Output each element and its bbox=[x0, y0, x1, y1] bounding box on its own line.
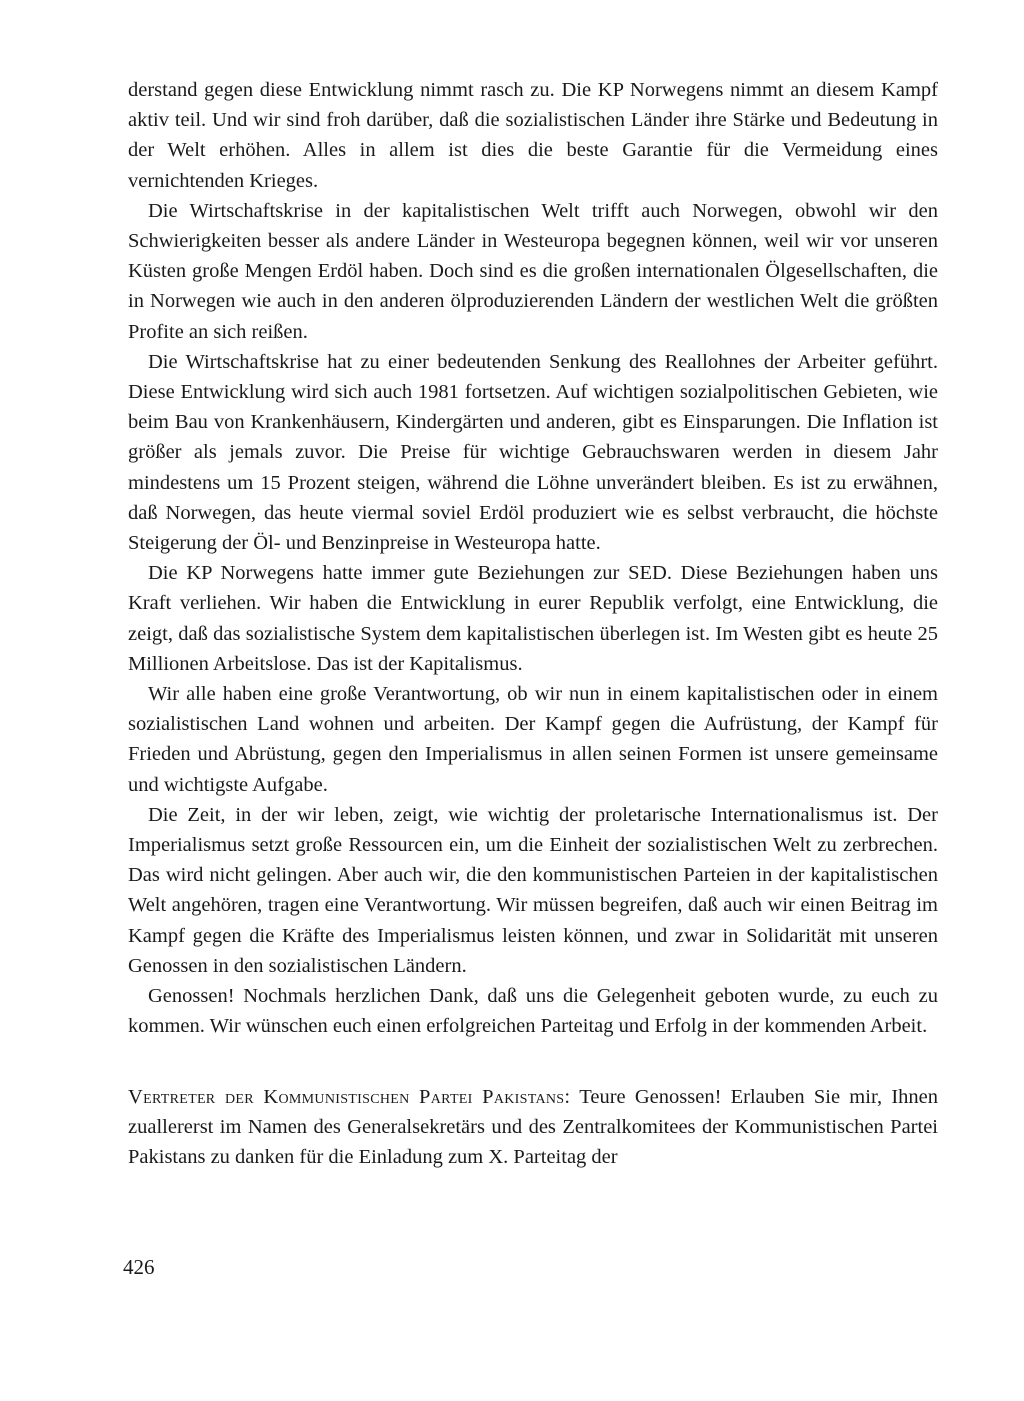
paragraph-responsibility: Wir alle haben eine große Verantwortung, ob wir nun in einem kapitalistischen oder in einem sozialistischen Land wohnen und arbeiten. Der Kampf gegen die Aufrüstung, der Kampf für Frieden und Abrüstung, gegen den Imperialismus in allen seinen Formen ist unsere gemeinsame und wichtigste Aufgabe. bbox=[128, 683, 938, 796]
page-number: 426 bbox=[123, 1255, 155, 1279]
paragraph-real-wages: Die Wirtschaftskrise hat zu einer bedeutenden Senkung des Reallohnes der Arbeiter geführt. Diese Entwicklung wird sich auch 1981 fortsetzen. Auf wichtigen sozialpolitischen Gebieten, wie beim Bau von Krankenhäusern, Kindergärten und anderen, gibt es Einsparungen. Die Inflation ist größer als jemals zuvor. Die Preise für wichtige Gebrauchswaren werden in diesem Jahr mindestens um 15 Prozent steigen, während die Löhne unverändert bleiben. Es ist zu erwähnen, daß Norwegen, das heute viermal soviel Erdöl produziert wie es selbst verbraucht, die höchste Steigerung der Öl- und Benzinpreise in Westeuropa hatte. bbox=[128, 350, 938, 555]
paragraph-internationalism: Die Zeit, in der wir leben, zeigt, wie wichtig der proletarische Internationalismus ist. Der Imperialismus setzt große Ressourcen ein, um die Einheit der sozialistischen Welt zu zerbrechen. Das wird nicht gelingen. Aber auch wir, die den kommunistischen Parteien in der kapitalistischen Welt angehören, tragen eine Verantwortung. Wir müssen begreifen, daß auch wir einen Beitrag im Kampf gegen die Kräfte des Imperialismus leisten können, und zwar in Solidarität mit unseren Genossen in den sozialistischen Ländern. bbox=[128, 803, 938, 977]
speech-text: Teure Genossen! Erlauben Sie mir, Ihnen zuallererst im Namen des Generalsekretärs und des Zentralkomitees der Kommunistischen Partei Pakistans zu danken für die Einladung zum X. Parteitag der bbox=[128, 1085, 938, 1168]
speaker-label: Vertreter der Kommunistischen Partei Pakistans: bbox=[128, 1085, 571, 1108]
paragraph-pakistan-speech bbox=[128, 1082, 938, 1173]
body-text bbox=[128, 75, 938, 1172]
paragraph-continuation: derstand gegen diese Entwicklung nimmt rasch zu. Die KP Norwegens nimmt an diesem Kampf aktiv teil. Und wir sind froh darüber, daß die sozialistischen Länder ihre Stärke und Bedeutung in der Welt erhöhen. Alles in allem ist dies die beste Garantie für die Vermeidung eines vernichtenden Krieges. bbox=[128, 79, 938, 192]
paragraph-thanks: Genossen! Nochmals herzlichen Dank, daß uns die Gelegenheit geboten wurde, zu euch zu kommen. Wir wünschen euch einen erfolgreichen Parteitag und Erfolg in der kommenden Arbeit. bbox=[128, 985, 938, 1038]
paragraph-sed-relations: Die KP Norwegens hatte immer gute Beziehungen zur SED. Diese Beziehungen haben uns Kraft verliehen. Wir haben die Entwicklung in eurer Republik verfolgt, eine Entwicklung, die zeigt, daß das sozialistische System dem kapitalistischen überlegen ist. Im Westen gibt es heute 25 Millionen Arbeitslose. Das ist der Kapitalismus. bbox=[128, 562, 938, 675]
paragraph-economic-crisis: Die Wirtschaftskrise in der kapitalistischen Welt trifft auch Norwegen, obwohl wir den Schwierigkeiten besser als andere Länder in Westeuropa begegnen können, weil wir vor unseren Küsten große Mengen Erdöl haben. Doch sind es die großen internationalen Ölgesellschaften, die in Norwegen wie auch in den anderen ölproduzierenden Ländern der westlichen Welt die größten Profite an sich reißen. bbox=[128, 199, 938, 343]
